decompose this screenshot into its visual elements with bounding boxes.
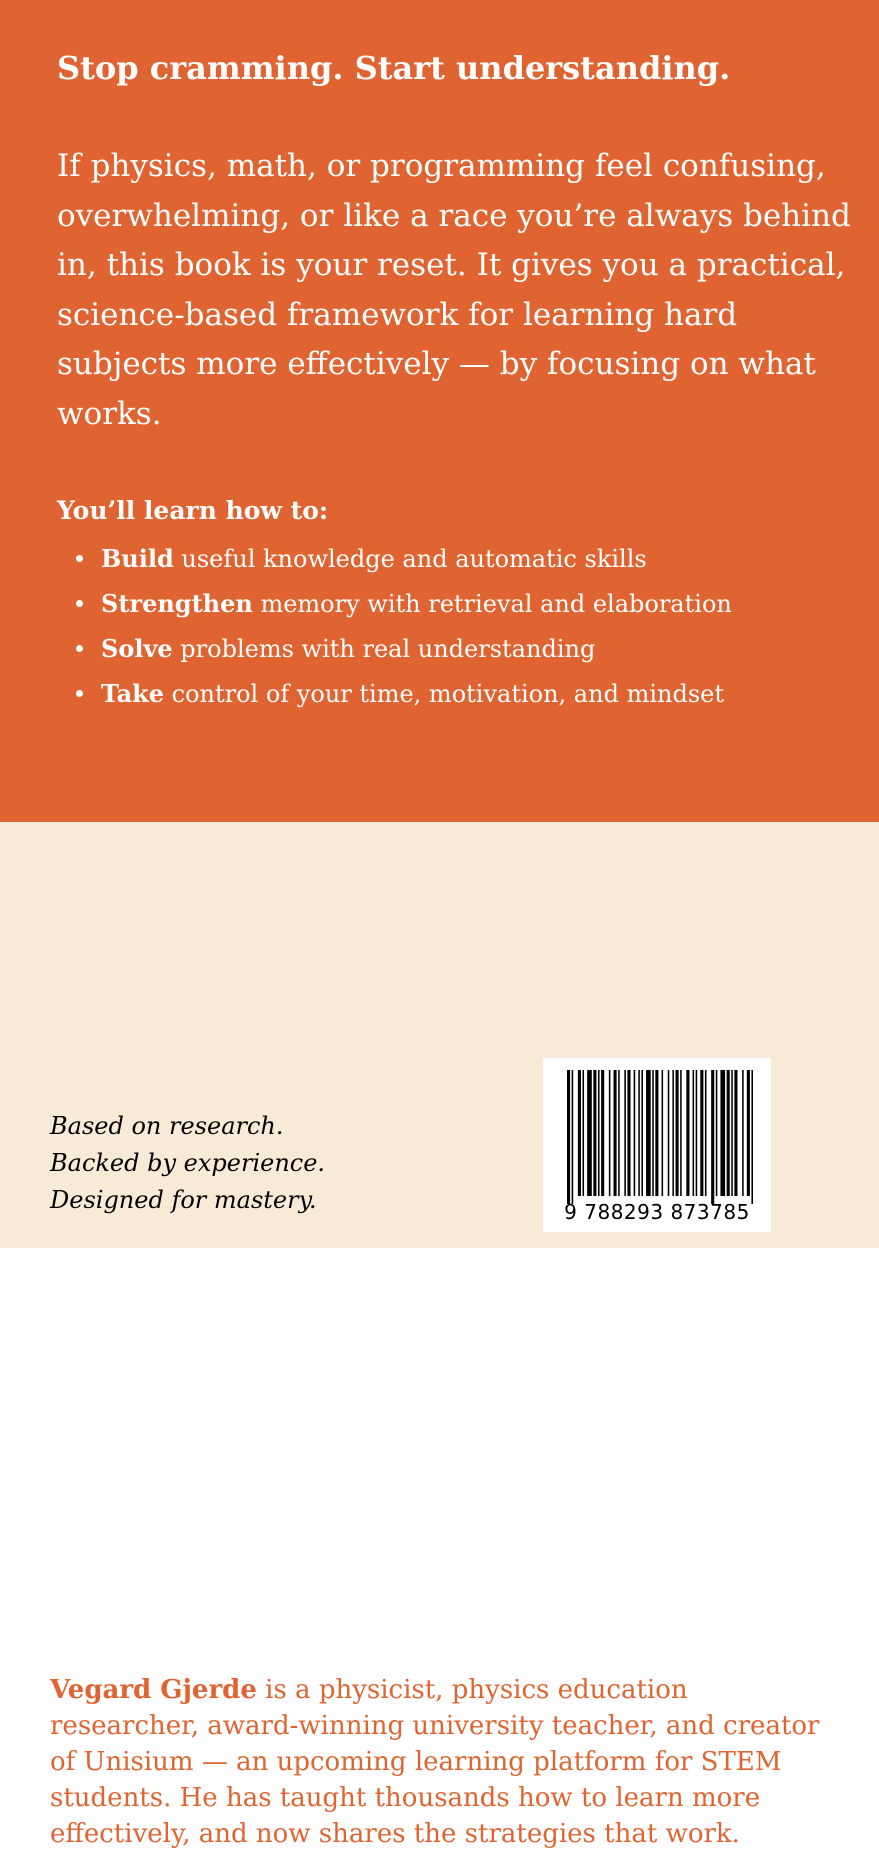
- barcode-bar: [731, 1070, 733, 1196]
- learn-heading: You’ll learn how to:: [57, 496, 329, 525]
- barcode-bar: [646, 1070, 651, 1196]
- barcode-bar: [700, 1070, 703, 1196]
- barcode-bar: [618, 1070, 620, 1196]
- barcode-bar: [734, 1070, 737, 1196]
- tagline: Designed for mastery.: [50, 1186, 317, 1214]
- learn-item: [0, 581, 732, 626]
- barcode-bar: [634, 1070, 636, 1196]
- barcode-bar: [742, 1070, 744, 1196]
- barcode-bar: [641, 1070, 643, 1196]
- barcode-bar: [624, 1070, 626, 1196]
- barcode-bar: [676, 1070, 679, 1196]
- barcode-bar: [655, 1070, 658, 1196]
- barcode-bar: [705, 1070, 707, 1196]
- barcode-bar: [716, 1070, 718, 1196]
- learn-item-text: useful knowledge and automatic skills: [173, 545, 647, 573]
- bullet-icon: [76, 690, 83, 697]
- learn-item-keyword: Solve: [101, 634, 173, 663]
- learn-item: [0, 626, 732, 671]
- learn-item-text: problems with real understanding: [172, 635, 596, 663]
- barcode-bar: [614, 1070, 617, 1196]
- barcode-bar: [627, 1070, 630, 1196]
- tagline: Based on research.: [50, 1112, 284, 1140]
- author-name: Vegard Gjerde: [50, 1675, 257, 1705]
- barcode-bar: [696, 1070, 698, 1196]
- bullet-icon: [76, 555, 83, 562]
- learn-item-keyword: Take: [101, 679, 165, 708]
- learn-item-text: memory with retrieval and elaboration: [252, 590, 732, 618]
- barcode-bar: [652, 1070, 654, 1196]
- barcode-bar: [598, 1070, 600, 1196]
- barcode-bar: [609, 1070, 611, 1196]
- barcode-bar: [672, 1070, 674, 1196]
- barcode-bar: [578, 1070, 581, 1196]
- barcode-bar: [587, 1070, 592, 1196]
- author-bio-text: is a physicist, physics education researcher, award-winning university teacher, and creator of Unisium — an upcoming learning platform for STEM students. He has taught thousands how to learn more effectively, and now shares the strategies that work.: [50, 1675, 820, 1849]
- taglines: [50, 1108, 325, 1219]
- learn-item-text: control of your time, motivation, and mindset: [164, 680, 724, 708]
- barcode-bar: [567, 1070, 570, 1204]
- learn-item: [0, 536, 732, 581]
- barcode-bar: [662, 1070, 664, 1196]
- isbn-number: 9 788293 873785: [564, 1200, 750, 1224]
- barcode-bar: [583, 1070, 585, 1196]
- headline: Stop cramming. Start understanding.: [57, 49, 731, 87]
- barcode-bar: [601, 1070, 604, 1196]
- learn-list: [0, 536, 732, 716]
- learn-item: [0, 671, 732, 716]
- description-panel: [0, 0, 879, 822]
- barcode-bar: [638, 1070, 640, 1196]
- barcode-bar: [727, 1070, 730, 1196]
- intro-paragraph: If physics, math, or programming feel confusing, overwhelming, or like a race you’re always behind in, this book is your reset. It gives you a practical, science-based framework for learning hard subjects more effectively — by focusing on what works.: [57, 148, 851, 432]
- barcode-bar: [711, 1070, 714, 1204]
- barcode-bar: [747, 1070, 750, 1196]
- barcode-bar: [593, 1070, 596, 1196]
- barcode-bar: [668, 1070, 670, 1196]
- barcode-bar: [686, 1070, 689, 1196]
- learn-item-keyword: Build: [101, 544, 174, 573]
- bullet-icon: [76, 645, 83, 652]
- author-bio: [50, 1672, 840, 1852]
- barcode-bar: [572, 1070, 574, 1204]
- isbn-barcode: [543, 1058, 771, 1232]
- tagline: Backed by experience.: [50, 1149, 326, 1177]
- learn-item-keyword: Strengthen: [101, 589, 253, 618]
- barcode-bar: [693, 1070, 695, 1196]
- bullet-icon: [76, 600, 83, 607]
- barcode-bar: [680, 1070, 682, 1196]
- barcode-bar: [720, 1070, 725, 1196]
- barcode-bar: [751, 1070, 753, 1204]
